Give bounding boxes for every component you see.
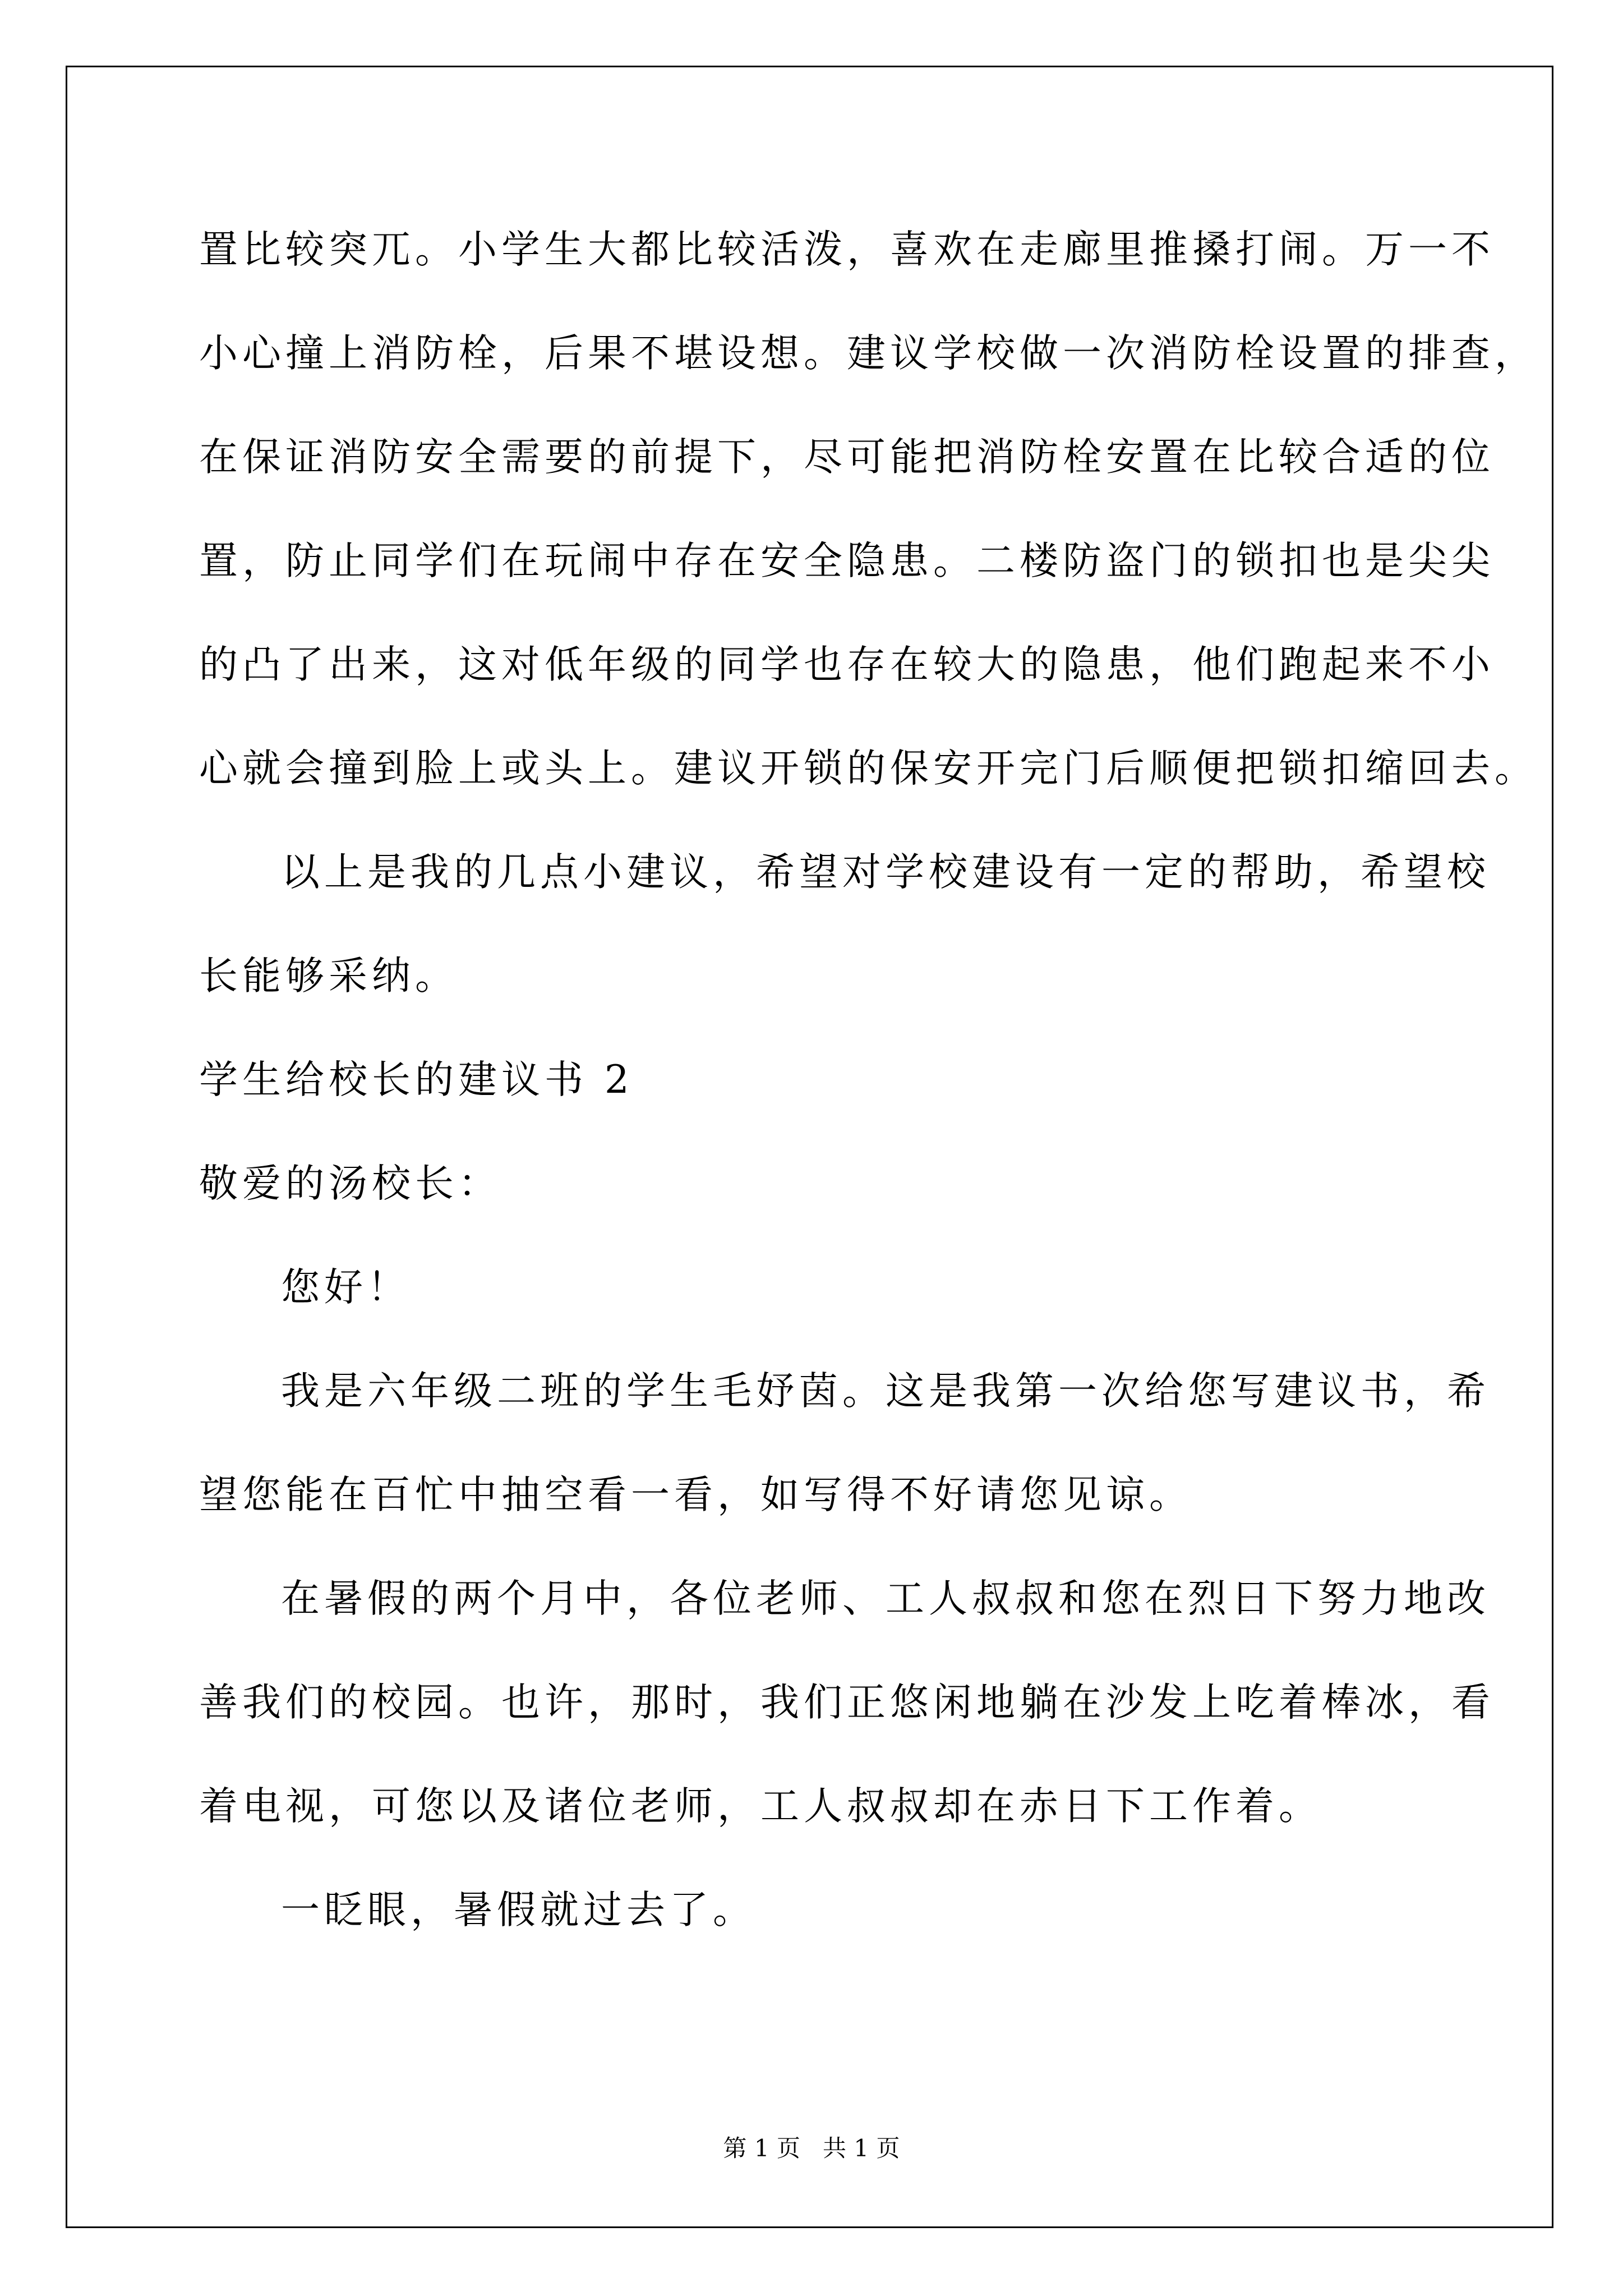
text-line: 着电视，可您以及诸位老师，工人叔叔却在赤日下工作着。 [199, 1784, 1322, 1829]
paragraph-start: 以上是我的几点小建议，希望对学校建设有一定的帮助，希望校 [281, 850, 1490, 895]
page-footer: 第 1 页 共 1 页 [723, 2134, 900, 2162]
greeting: 您好！ [281, 1265, 411, 1310]
section-title: 学生给校长的建议书 2 [199, 1057, 634, 1102]
text-line: 小心撞上消防栓，后果不堪设想。建议学校做一次消防栓设置的排查， [199, 331, 1538, 376]
text-line: 心就会撞到脸上或头上。建议开锁的保安开完门后顺便把锁扣缩回去。 [199, 746, 1538, 791]
text-line: 长能够采纳。 [199, 954, 458, 999]
text-line: 在保证消防安全需要的前提下，尽可能把消防栓安置在比较合适的位 [199, 435, 1495, 480]
paragraph-start: 一眨眼，暑假就过去了。 [281, 1888, 756, 1932]
text-line: 的凸了出来，这对低年级的同学也存在较大的隐患，他们跑起来不小 [199, 642, 1495, 687]
paragraph-start: 我是六年级二班的学生毛妤茵。这是我第一次给您写建议书，希 [281, 1369, 1490, 1414]
text-line: 望您能在百忙中抽空看一看，如写得不好请您见谅。 [199, 1473, 1192, 1517]
text-line: 置，防止同学们在玩闹中存在安全隐患。二楼防盗门的锁扣也是尖尖 [199, 539, 1495, 583]
text-line: 善我们的校园。也许，那时，我们正悠闲地躺在沙发上吃着棒冰，看 [199, 1680, 1495, 1725]
text-line: 置比较突兀。小学生大都比较活泼，喜欢在走廊里推搡打闹。万一不 [199, 227, 1495, 272]
salutation: 敬爱的汤校长： [199, 1161, 501, 1206]
paragraph-start: 在暑假的两个月中，各位老师、工人叔叔和您在烈日下努力地改 [281, 1576, 1490, 1621]
